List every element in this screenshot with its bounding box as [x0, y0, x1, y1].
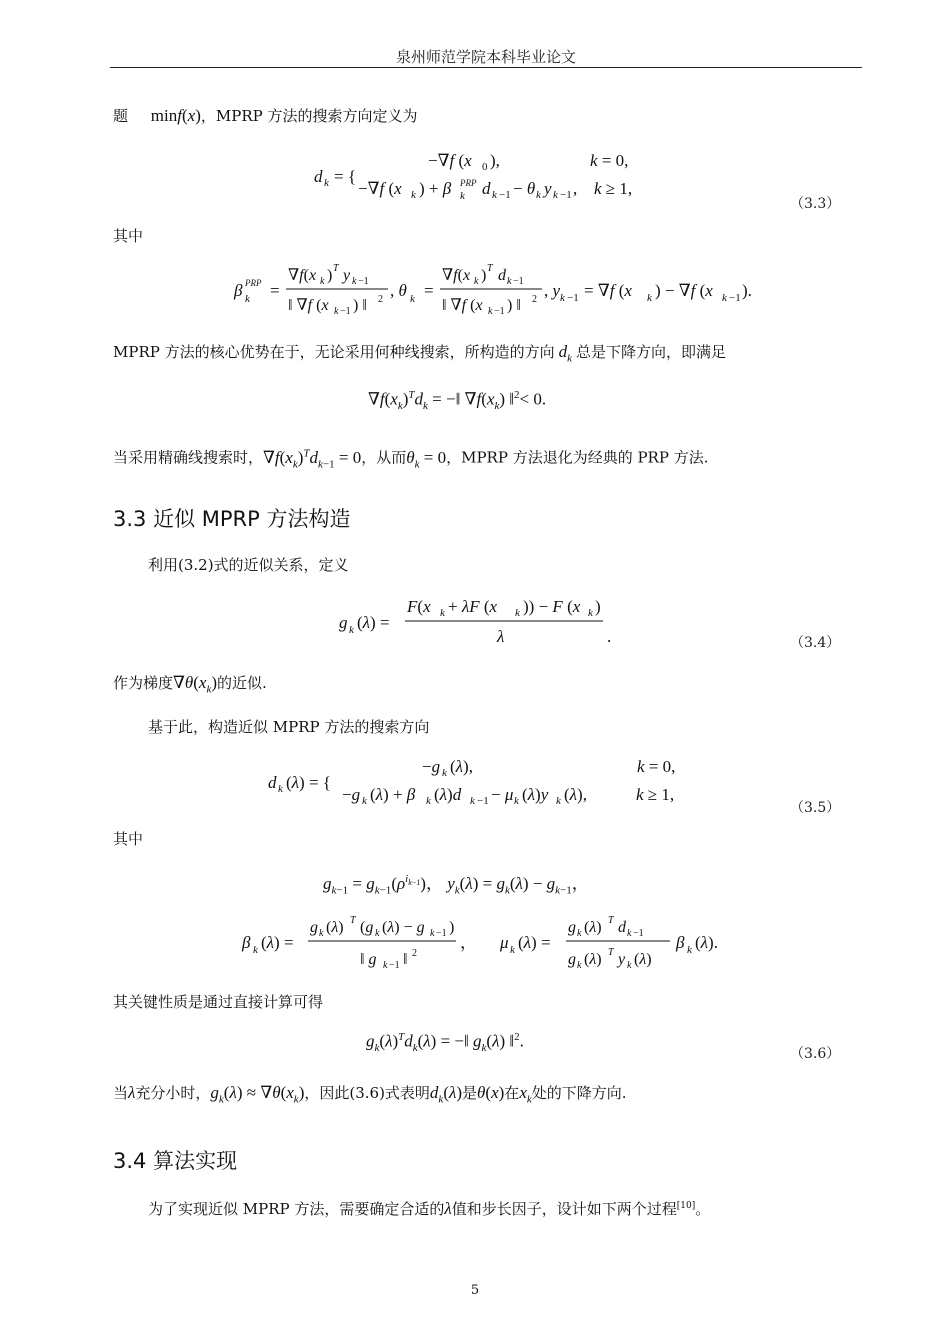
- svg-text:k: k: [514, 795, 519, 807]
- paragraph-key-property: 其关键性质是通过直接计算可得: [113, 993, 324, 1011]
- svg-text:k: k: [245, 293, 250, 305]
- inline-math-lambda: λ: [128, 1083, 136, 1102]
- paragraph-as-gradient: [113, 673, 267, 699]
- svg-text:(λ).: (λ).: [695, 933, 718, 952]
- advantage-text-1: MPRP 方法的核心优势在于，无论采用何种线搜索，所构造的方向: [113, 343, 555, 361]
- svg-text:k: k: [319, 928, 324, 939]
- inline-math-dk: $d_k$: [558, 342, 572, 365]
- paragraph-implementation: [148, 1196, 710, 1219]
- svg-text:): ): [595, 597, 601, 616]
- svg-text:+ λF (x: + λF (x: [448, 597, 498, 616]
- inline-math-grad-theta: $\nabla\theta(x_k)$: [173, 673, 218, 696]
- advantage-text-2: 总是下降方向，即满足: [576, 343, 727, 361]
- svg-text:−∇f (x: −∇f (x: [428, 151, 472, 170]
- equation-gk1-yk: $g_{k-1} = g_{k-1}(\rho^{i_{k-1}})$， $y_k(\lambda) = g_k(\lambda) - g_{k-1}$，: [323, 873, 589, 897]
- svg-text:k: k: [334, 306, 339, 317]
- svg-text:PRP: PRP: [245, 278, 262, 288]
- svg-text:= ∇f (x: = ∇f (x: [584, 281, 632, 300]
- svg-text:T: T: [333, 263, 339, 274]
- svg-text:‖ ∇f (x: ‖ ∇f (x: [288, 297, 329, 314]
- small-lambda-text-6: 处的下降方向.: [531, 1084, 627, 1102]
- svg-text:d: d: [268, 773, 277, 792]
- svg-text:(λ): (λ): [634, 951, 652, 968]
- equation-number-3-4: （3.4）: [790, 635, 841, 651]
- inline-math-minf: minf(x): [150, 106, 201, 125]
- svg-text:− θ: − θ: [513, 179, 536, 198]
- svg-text:−1: −1: [389, 960, 400, 971]
- svg-text:β: β: [234, 281, 243, 300]
- svg-text:, y: , y: [544, 281, 561, 300]
- inline-math-dk-lambda: $d_k(\lambda)$: [429, 1083, 463, 1106]
- svg-text:d: d: [618, 919, 626, 936]
- svg-text:k: k: [536, 189, 541, 201]
- small-lambda-text-2: 充分小时，: [135, 1084, 211, 1102]
- paragraph-intro: [113, 106, 417, 126]
- svg-text:k: k: [577, 960, 582, 971]
- equation-3-6: $g_k(\lambda)^Td_k(\lambda)$ = −‖ $g_k(\lambda)$ ‖$^2$.: [366, 1031, 524, 1055]
- svg-text:d: d: [498, 267, 506, 284]
- svg-text:μ: μ: [500, 933, 509, 952]
- svg-text:，: ，: [460, 933, 477, 952]
- svg-text:k: k: [320, 276, 325, 287]
- svg-text:)) − F (x: )) − F (x: [523, 597, 581, 616]
- small-lambda-text-1: 当: [113, 1084, 129, 1102]
- svg-text:(λ),: (λ),: [564, 785, 587, 804]
- svg-text:k: k: [426, 795, 431, 807]
- label-qizhong-1: 其中: [113, 227, 144, 245]
- svg-text:T: T: [608, 947, 614, 958]
- svg-text:k: k: [474, 276, 479, 287]
- inline-math-approx: $g_k(\lambda) \approx \nabla\theta(x_k)$: [210, 1083, 305, 1106]
- svg-text:y: y: [544, 179, 552, 198]
- svg-text:PRP: PRP: [460, 178, 477, 188]
- svg-text:(λ) + β: (λ) + β: [370, 785, 416, 804]
- impl-text-3: 。: [695, 1200, 711, 1218]
- svg-text:(λ) =: (λ) =: [261, 933, 294, 952]
- svg-text:k: k: [410, 293, 415, 305]
- svg-text:2: 2: [412, 948, 417, 959]
- svg-text:−1: −1: [494, 306, 505, 317]
- svg-text:).: ).: [742, 281, 752, 300]
- equation-3-5: [262, 750, 702, 816]
- svg-text:−g: −g: [422, 757, 441, 776]
- svg-text:k: k: [553, 189, 558, 201]
- svg-text:−1: −1: [499, 189, 511, 201]
- svg-text:k: k: [627, 928, 632, 939]
- svg-text:k: k: [430, 928, 435, 939]
- svg-text:−g: −g: [342, 785, 361, 804]
- small-lambda-text-3: ，因此(3.6)式表明: [304, 1084, 430, 1102]
- svg-text:): ): [327, 267, 333, 284]
- svg-text:k: k: [627, 960, 632, 971]
- paragraph-define: 利用(3.2)式的近似关系，定义: [148, 556, 349, 574]
- svg-text:∇f(x: ∇f(x: [442, 267, 471, 284]
- equation-number-3-5: （3.5）: [790, 800, 841, 816]
- svg-text:k: k: [253, 944, 258, 956]
- section-heading-3-4: 3.4 算法实现: [113, 1149, 238, 1173]
- paragraph-small-lambda: [113, 1083, 627, 1109]
- svg-text:k: k: [588, 607, 593, 619]
- exact-text-2: ，从而: [361, 448, 407, 467]
- svg-text:(λ) − g: (λ) − g: [382, 919, 425, 936]
- inline-math-lambda-2: λ: [444, 1199, 452, 1218]
- svg-text:T: T: [350, 915, 356, 926]
- svg-text:(λ) = {: (λ) = {: [286, 773, 331, 792]
- svg-text:‖: ‖: [403, 951, 408, 968]
- svg-text:k: k: [470, 795, 475, 807]
- svg-text:F(x: F(x: [407, 597, 431, 616]
- svg-text:‖ g: ‖ g: [360, 951, 377, 968]
- svg-text:−∇f (x: −∇f (x: [358, 179, 402, 198]
- paragraph-construct: 基于此，构造近似 MPRP 方法的搜索方向: [148, 718, 430, 736]
- svg-text:g: g: [310, 919, 318, 936]
- svg-text:−1: −1: [567, 292, 579, 304]
- impl-text-2: 值和步长因子，设计如下两个过程: [451, 1200, 677, 1218]
- svg-text:): ): [481, 267, 487, 284]
- svg-text:−1: −1: [633, 928, 644, 939]
- svg-text:T: T: [608, 915, 614, 926]
- svg-text:) + β: ) + β: [419, 179, 452, 198]
- svg-text:k: k: [510, 944, 515, 956]
- svg-text:g: g: [568, 919, 576, 936]
- svg-text:k: k: [362, 795, 367, 807]
- svg-text:.: .: [607, 627, 612, 646]
- svg-text:y: y: [343, 267, 351, 284]
- svg-text:k: k: [324, 177, 329, 189]
- svg-text:k: k: [352, 276, 357, 287]
- svg-text:k: k: [411, 189, 416, 201]
- svg-text:−1: −1: [358, 276, 369, 287]
- citation-ref: [10]: [676, 1201, 696, 1211]
- svg-text:β: β: [242, 933, 251, 952]
- svg-text:) ‖: ) ‖: [507, 297, 521, 314]
- svg-text:k: k: [492, 189, 497, 201]
- label-qizhong-2: 其中: [113, 830, 144, 848]
- svg-text:− μ: − μ: [491, 785, 514, 804]
- svg-text:k: k: [460, 190, 465, 202]
- svg-text:d: d: [314, 167, 323, 186]
- svg-text:(λ) =: (λ) =: [518, 933, 551, 952]
- exact-text-3: ，MPRP 方法退化为经典的 PRP 方法.: [446, 448, 709, 467]
- gradient-text-1: 作为梯度: [113, 674, 174, 692]
- svg-text:=: =: [424, 281, 434, 300]
- svg-text:, θ: , θ: [390, 281, 407, 300]
- inline-math-xk: $x_k$: [519, 1083, 532, 1106]
- svg-text:g: g: [568, 951, 576, 968]
- svg-text:−1: −1: [436, 928, 447, 939]
- svg-text:2: 2: [378, 294, 383, 305]
- svg-text:(λ)y: (λ)y: [522, 785, 549, 804]
- svg-text:=: =: [270, 281, 280, 300]
- section-heading-3-3: 3.3 近似 MPRP 方法构造: [113, 507, 351, 531]
- svg-text:k = 0,: k = 0,: [637, 757, 676, 776]
- svg-text:k: k: [577, 928, 582, 939]
- paragraph-advantage: [113, 342, 726, 368]
- svg-text:2: 2: [532, 294, 537, 305]
- equation-3-3: [300, 140, 680, 210]
- header-rule: [110, 67, 862, 68]
- svg-text:k ≥ 1,: k ≥ 1,: [636, 785, 675, 804]
- svg-text:(λ): (λ): [584, 919, 602, 936]
- small-lambda-text-4: 是: [462, 1084, 478, 1102]
- svg-text:k: k: [560, 292, 565, 304]
- svg-text:T: T: [487, 263, 493, 274]
- svg-text:k: k: [722, 292, 727, 304]
- inline-math-grad-dk1: $\nabla f(x_k)^Td_{k-1} = 0$: [263, 447, 362, 471]
- svg-text:−1: −1: [513, 276, 524, 287]
- intro-tail: ，MPRP 方法的搜索方向定义为: [200, 107, 418, 125]
- svg-text:k: k: [507, 276, 512, 287]
- paragraph-exact-search: [113, 443, 709, 474]
- svg-text:k: k: [647, 292, 652, 304]
- svg-text:(λ): (λ): [584, 951, 602, 968]
- svg-text:k: k: [440, 607, 445, 619]
- equation-beta-prp: [230, 258, 760, 320]
- svg-text:g: g: [339, 613, 348, 632]
- svg-text:) ‖: ) ‖: [353, 297, 367, 314]
- svg-text:−1: −1: [340, 306, 351, 317]
- svg-text:k: k: [383, 960, 388, 971]
- page-number: 5: [470, 1283, 480, 1298]
- svg-text:= {: = {: [334, 167, 356, 186]
- svg-text:k = 0,: k = 0,: [590, 151, 629, 170]
- svg-text:k: k: [442, 767, 447, 779]
- svg-text:): ): [449, 919, 455, 936]
- svg-text:(λ) =: (λ) =: [357, 613, 390, 632]
- equation-3-4: [335, 590, 625, 650]
- gradient-text-2: 的近似.: [217, 674, 267, 692]
- exact-text-1: 当采用精确线搜索时，: [113, 448, 264, 467]
- svg-text:∇f(x: ∇f(x: [288, 267, 317, 284]
- svg-text:k: k: [687, 944, 692, 956]
- equation-beta-mu: [238, 910, 738, 976]
- svg-text:k ≥ 1,: k ≥ 1,: [594, 179, 633, 198]
- equation-number-3-6: （3.6）: [790, 1046, 841, 1062]
- svg-text:k: k: [278, 783, 283, 795]
- svg-text:),: ),: [490, 151, 500, 170]
- small-lambda-text-5: 在: [504, 1084, 520, 1102]
- intro-lead: 题: [113, 107, 129, 125]
- equation-descent-condition: $\nabla f(x_k)^Td_k$ = −‖ $\nabla f(x_k)$ ‖$^2$< 0.: [368, 389, 547, 413]
- svg-text:0: 0: [482, 161, 488, 173]
- svg-text:k: k: [349, 624, 354, 636]
- impl-text-1: 为了实现近似 MPRP 方法，需要确定合适的: [148, 1200, 445, 1218]
- running-header: 泉州师范学院本科毕业论文: [395, 48, 576, 66]
- equation-number-3-3: （3.3）: [790, 196, 841, 212]
- svg-text:(λ),: (λ),: [450, 757, 473, 776]
- svg-text:λ: λ: [497, 627, 505, 646]
- svg-text:k: k: [556, 795, 561, 807]
- svg-text:k: k: [375, 928, 380, 939]
- svg-text:(λ): (λ): [326, 919, 344, 936]
- svg-text:(λ)d: (λ)d: [434, 785, 462, 804]
- svg-text:k: k: [515, 607, 520, 619]
- svg-text:(g: (g: [360, 919, 374, 936]
- svg-text:β: β: [676, 933, 685, 952]
- svg-text:−1: −1: [729, 292, 741, 304]
- svg-text:) − ∇f (x: ) − ∇f (x: [655, 281, 713, 300]
- svg-text:−1: −1: [477, 795, 489, 807]
- svg-text:y: y: [618, 951, 626, 968]
- inline-math-theta-zero: $\theta_k = 0$: [406, 447, 447, 471]
- svg-text:‖ ∇f (x: ‖ ∇f (x: [442, 297, 483, 314]
- svg-text:−1: −1: [560, 189, 572, 201]
- svg-text:k: k: [488, 306, 493, 317]
- inline-math-theta-x: θ(x): [477, 1083, 505, 1102]
- svg-text:,: ,: [573, 179, 578, 198]
- svg-text:d: d: [482, 179, 491, 198]
